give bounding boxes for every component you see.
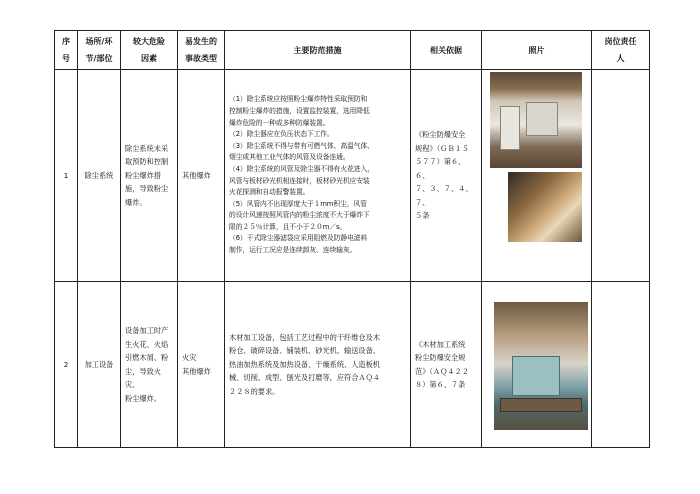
header-measures: 主要防范措施	[225, 31, 411, 70]
basis-cell: 《粉尘防爆安全 规程》（ＧＢ１５ ５７７）第６、６、 ７、３、７、４、７、 ５条	[411, 70, 482, 282]
risk-cell: 设备加工时产 生火花、火焰 引燃木屑、粉 尘，导致火灾、 粉尘爆炸。	[121, 282, 178, 448]
row-number: 1	[55, 70, 78, 282]
dust-collector-photo	[490, 72, 582, 168]
risk-control-table	[54, 30, 650, 448]
photo-cell	[482, 282, 592, 448]
header-basis: 相关依据	[411, 31, 482, 70]
header-risk: 较大危险 因素	[121, 31, 178, 70]
header-place: 场所/环 节/部位	[78, 31, 121, 70]
accident-cell: 其他爆炸	[178, 70, 225, 282]
table-header-row	[55, 31, 650, 70]
sander-photo	[508, 172, 582, 242]
place-cell: 加工设备	[78, 282, 121, 448]
risk-cell: 除尘系统未采 取预防和控制 粉尘爆炸措 施，导致粉尘 爆炸。	[121, 70, 178, 282]
measures-cell: （1）除尘系统应按照粉尘爆炸特性采取预防和 控制粉尘爆炸的措施，设置监控装置，选用降低 爆炸危险的一种或多种防爆装置。 （2）除尘器应在负压状态下工作。 （3）除尘系统不得与带有可燃气体、高温气体、 烟尘或其他工业气体的风管及设备连通。 （4）除尘系统的风管及除尘器不得有火花进入， 风管与板材砂光机相连接时，板材砂光机应安装 火花探测和自动报警装置。 （5）风管内不出现厚度大于１mm积尘，风管 的设计风速按照风管内的粉尘浓度不大于爆炸下 限的２５％计算，且不小于２０m／s。 （6）干式除尘器滤袋应采用阻燃及防静电滤料 制作，运行工况应是连续卸灰、连续输灰。	[225, 70, 411, 282]
photo-cell	[482, 70, 592, 282]
header-responsible: 岗位责任 人	[592, 31, 650, 70]
responsible-cell	[592, 282, 650, 448]
place-cell: 除尘系统	[78, 70, 121, 282]
header-no: 序 号	[55, 31, 78, 70]
measures-cell: 木材加工设备，包括工艺过程中的干纤维仓及木 粉仓、破碎设备、铺装机、砂光机、输送设备、 热油加热系统及加热设备、干燥系统、人造板机 械、切削、成型、刨光及打磨等，应符合ＡＱ４ ２２８的要求。	[225, 282, 411, 448]
woodworking-machine-photo	[494, 302, 588, 430]
header-accident: 易发生的 事故类型	[178, 31, 225, 70]
header-photo: 照片	[482, 31, 592, 70]
row-number: 2	[55, 282, 78, 448]
responsible-cell	[592, 70, 650, 282]
accident-cell: 火灾 其他爆炸	[178, 282, 225, 448]
table-row	[55, 282, 650, 448]
table-row	[55, 70, 650, 282]
basis-cell: 《木材加工系统 粉尘防爆安全规 范》（ＡＱ４２２ ８）第６、７条	[411, 282, 482, 448]
